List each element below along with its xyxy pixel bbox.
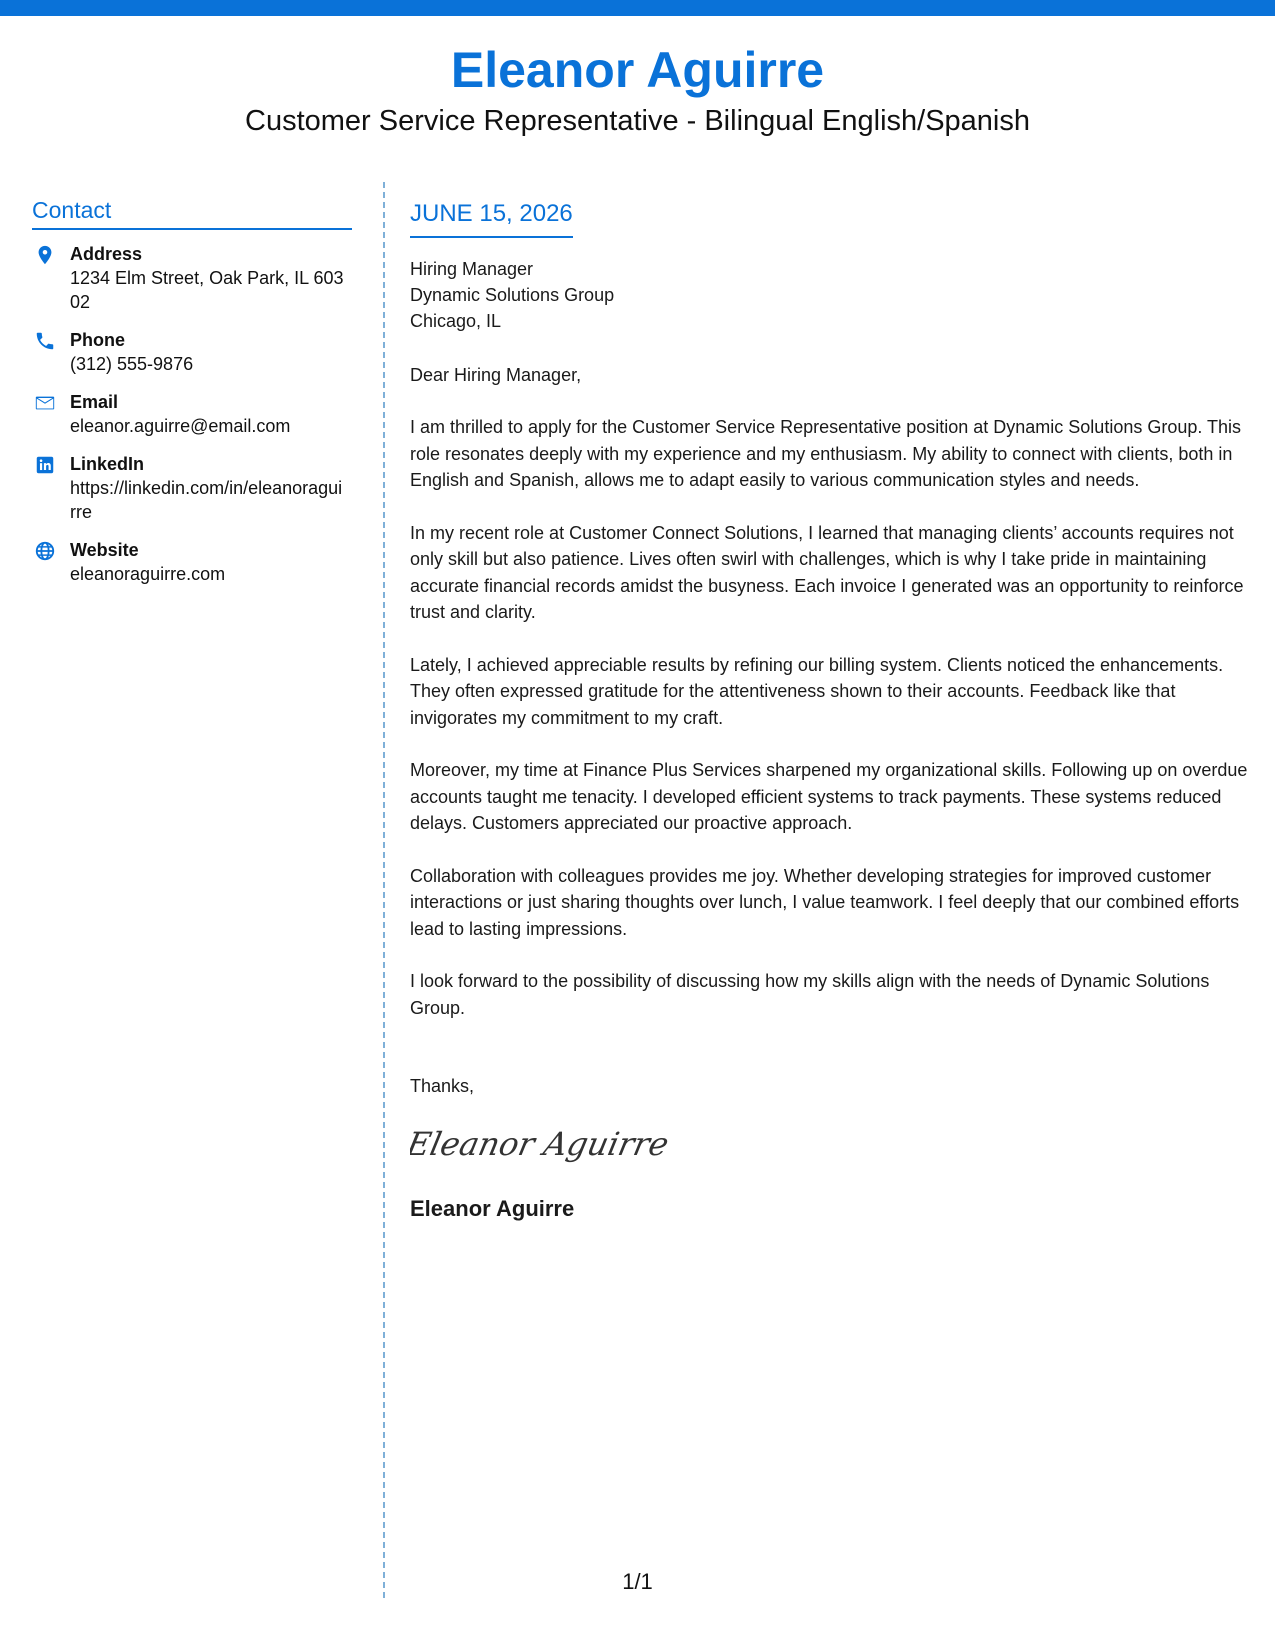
page-number: 1/1	[622, 1569, 653, 1594]
recipient-block	[410, 256, 1260, 334]
recipient-line: Hiring Manager	[410, 259, 534, 279]
recipient-line: Chicago, IL	[410, 311, 502, 331]
contact-label: Address	[70, 244, 143, 264]
paragraph: In my recent role at Customer Connect Solutions, I learned that managing clients’ accounts requires not only skill but also patience. Lives often swirl with challenges, which is why I take pride in maintaining accurate financial records amidst the busyness. Each invoice I generated was an opportunity to reinforce trust and clarity.	[410, 522, 1244, 622]
email-icon	[34, 392, 56, 414]
applicant-name: Eleanor Aguirre	[450, 42, 825, 98]
contact-item-linkedin	[32, 452, 352, 524]
contact-value: https://linkedin.com/in/eleanoraguirre	[70, 478, 343, 522]
contact-label: Website	[70, 540, 139, 560]
top-accent-bar	[0, 0, 1275, 16]
contact-label: LinkedIn	[70, 454, 145, 474]
paragraph: Moreover, my time at Finance Plus Services sharpened my organizational skills. Following up on overdue accounts taught me tenacity. I developed efficient systems to track payments. These systems reduced delays. Customers appreciated our proactive approach.	[410, 760, 1248, 833]
paragraph: Lately, I achieved appreciable results by refining our billing system. Clients noticed the enhancements. They often expressed gratitude for the attentiveness shown to their accounts. Feedback like that invigorates my commitment to my craft.	[410, 654, 1224, 728]
job-title: Customer Service Representative - Bilingual English/Spanish	[245, 105, 1030, 137]
contact-sidebar	[32, 196, 352, 600]
recipient-line: Dynamic Solutions Group	[410, 285, 615, 305]
column-divider	[383, 182, 385, 1598]
paragraph: Collaboration with colleagues provides me joy. Whether developing strategies for improved customer interactions or just sharing thoughts over lunch, I value teamwork. I feel deeply that our combined efforts lead to lasting impressions.	[410, 865, 1240, 939]
contact-item-email	[32, 390, 352, 438]
letter-body	[410, 198, 1260, 1223]
location-pin-icon	[34, 244, 56, 266]
contact-list	[32, 242, 352, 586]
contact-value: eleanor.aguirre@email.com	[70, 416, 291, 436]
contact-item-address	[32, 242, 352, 314]
contact-heading: Contact	[32, 196, 352, 230]
contact-item-website	[32, 538, 352, 586]
signer-name: Eleanor Aguirre	[410, 1196, 575, 1221]
contact-label: Email	[70, 392, 119, 412]
paragraph: I am thrilled to apply for the Customer Service Representative position at Dynamic Solutions Group. This role resonates deeply with my experience and my enthusiasm. My ability to connect with clients, both in English and Spanish, allows me to adapt easily to various communication styles and needs.	[410, 417, 1242, 490]
contact-value: eleanoraguirre.com	[70, 564, 226, 584]
contact-value: (312) 555-9876	[70, 354, 194, 374]
signature-script: Eleanor Aguirre	[410, 1125, 670, 1163]
linkedin-icon	[34, 454, 56, 476]
salutation: Dear Hiring Manager,	[410, 365, 582, 385]
handwritten-signature	[410, 1113, 1260, 1173]
letter-date: JUNE 15, 2026	[410, 198, 573, 238]
closing: Thanks,	[410, 1076, 475, 1096]
header	[0, 40, 1275, 140]
contact-value: 1234 Elm Street, Oak Park, IL 60302	[70, 268, 344, 312]
contact-label: Phone	[70, 330, 126, 350]
paragraph: I look forward to the possibility of discussing how my skills align with the needs of Dynamic Solutions Group.	[410, 971, 1210, 1018]
phone-icon	[34, 330, 56, 352]
contact-item-phone	[32, 328, 352, 376]
globe-icon	[34, 540, 56, 562]
